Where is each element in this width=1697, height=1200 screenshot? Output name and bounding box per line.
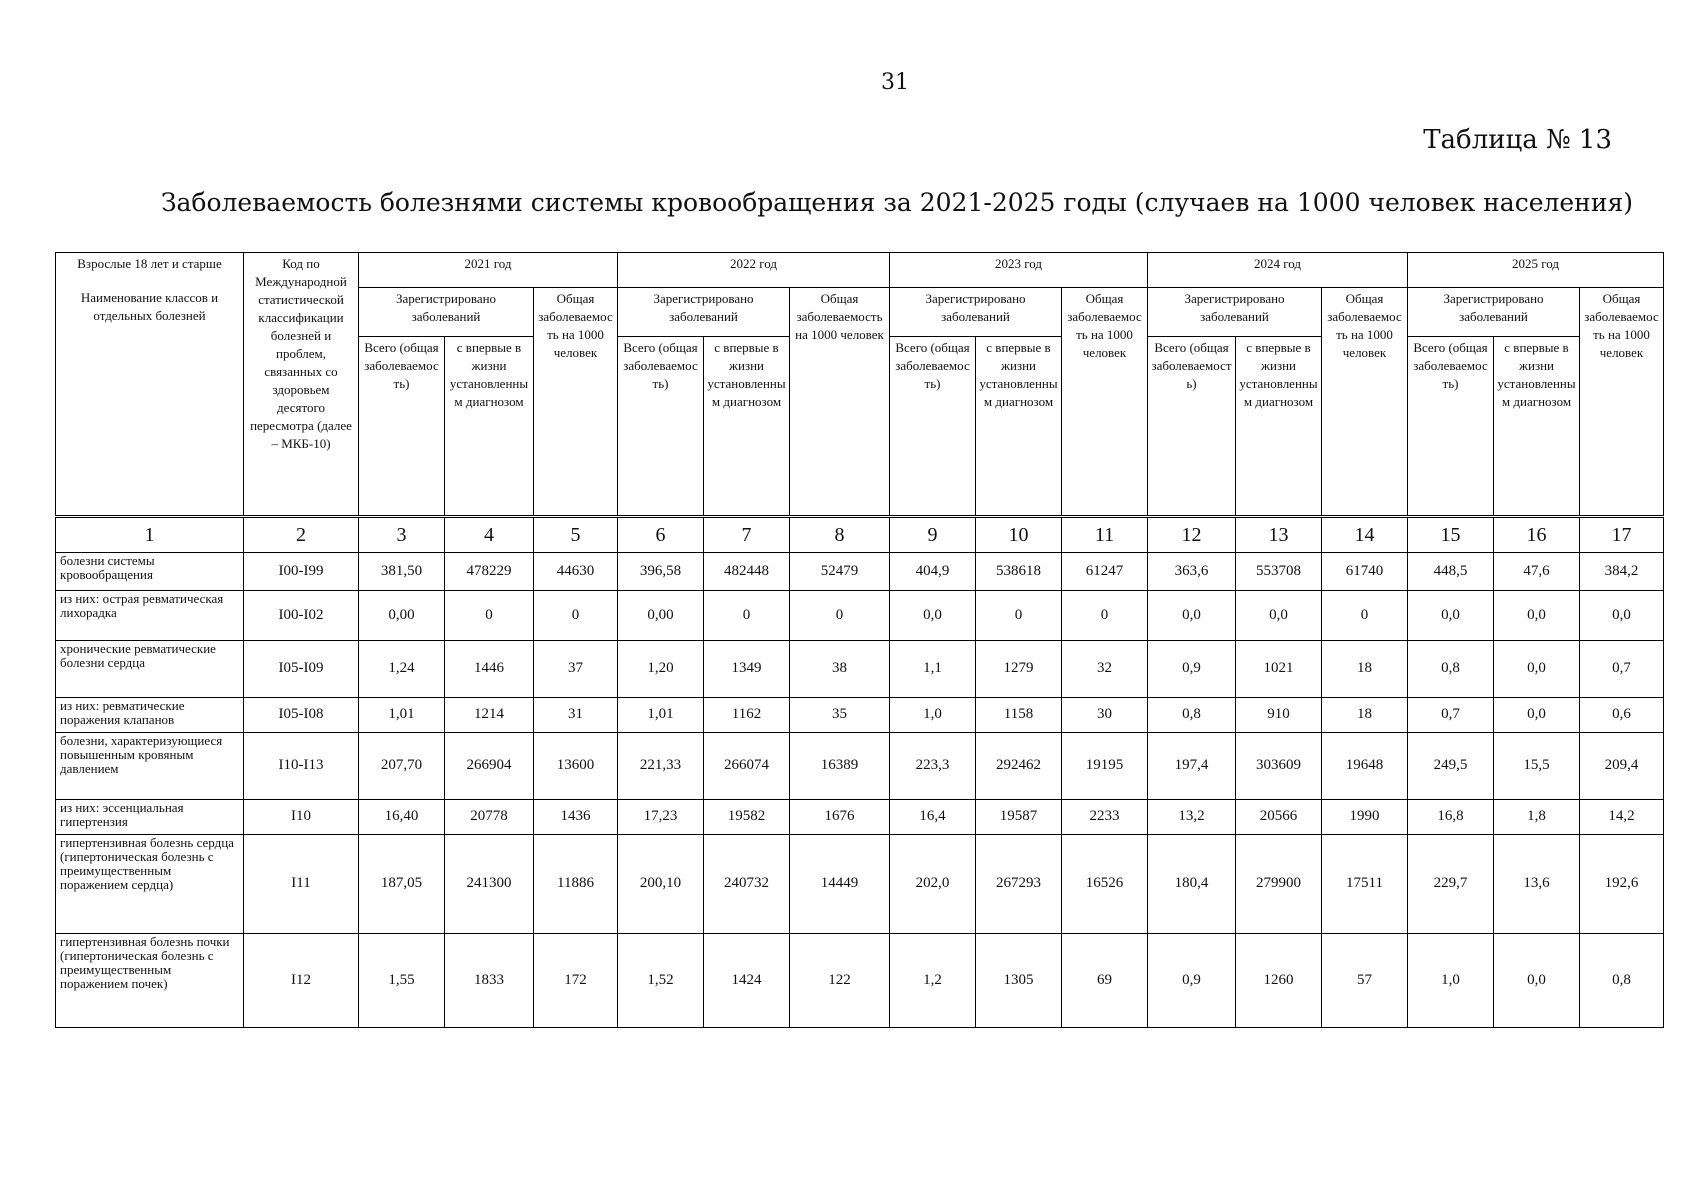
column-number: 8 xyxy=(790,516,890,552)
row-value: 44630 xyxy=(534,552,618,590)
column-number: 11 xyxy=(1062,516,1148,552)
row-icd-code: I05-I08 xyxy=(244,697,359,732)
row-value: 52479 xyxy=(790,552,890,590)
row-value: 0,7 xyxy=(1580,640,1664,697)
row-value: 1,1 xyxy=(890,640,976,697)
row-value: 292462 xyxy=(976,732,1062,799)
row-value: 0,0 xyxy=(1148,590,1236,640)
header-registered: Зарегистрировано заболеваний xyxy=(890,287,1062,336)
header-name-col: Наименование классов и отдельных болезней xyxy=(56,287,244,516)
row-value: 1,55 xyxy=(359,933,445,1027)
row-value: 19587 xyxy=(976,799,1062,834)
row-value: 47,6 xyxy=(1494,552,1580,590)
row-value: 240732 xyxy=(704,834,790,933)
row-value: 31 xyxy=(534,697,618,732)
row-value: 0 xyxy=(445,590,534,640)
row-value: 381,50 xyxy=(359,552,445,590)
row-value: 192,6 xyxy=(1580,834,1664,933)
row-value: 1,24 xyxy=(359,640,445,697)
row-value: 61740 xyxy=(1322,552,1408,590)
row-value: 122 xyxy=(790,933,890,1027)
row-value: 1349 xyxy=(704,640,790,697)
row-value: 1,52 xyxy=(618,933,704,1027)
row-disease-name: из них: ревматические поражения клапанов xyxy=(56,697,244,732)
row-value: 1436 xyxy=(534,799,618,834)
header-first-time: с впервые в жизни установленным диагнозом xyxy=(1236,336,1322,516)
row-value: 0,9 xyxy=(1148,640,1236,697)
row-value: 0 xyxy=(704,590,790,640)
row-value: 0,0 xyxy=(1580,590,1664,640)
row-disease-name: из них: острая ревматическая лихорадка xyxy=(56,590,244,640)
row-value: 241300 xyxy=(445,834,534,933)
row-value: 478229 xyxy=(445,552,534,590)
header-general: Общая заболеваемость на 1000 человек xyxy=(1580,287,1664,516)
row-value: 0 xyxy=(1322,590,1408,640)
row-value: 1,2 xyxy=(890,933,976,1027)
row-disease-name: хронические ревматические болезни сердца xyxy=(56,640,244,697)
header-total: Всего (общая заболеваемость) xyxy=(359,336,445,516)
column-number: 9 xyxy=(890,516,976,552)
table-row xyxy=(56,697,1664,732)
row-icd-code: I11 xyxy=(244,834,359,933)
row-value: 910 xyxy=(1236,697,1322,732)
row-value: 0,00 xyxy=(359,590,445,640)
row-value: 0,6 xyxy=(1580,697,1664,732)
row-value: 1,8 xyxy=(1494,799,1580,834)
row-value: 16,40 xyxy=(359,799,445,834)
header-first-time: с впервые в жизни установленным диагнозом xyxy=(976,336,1062,516)
row-value: 1,0 xyxy=(890,697,976,732)
row-value: 223,3 xyxy=(890,732,976,799)
row-value: 0,0 xyxy=(1408,590,1494,640)
header-code-col: Код по Международной статистической классификации болезней и проблем, связанных со здоровьем десятого пересмотра (далее – МКБ-10) xyxy=(244,253,359,517)
row-value: 1,20 xyxy=(618,640,704,697)
row-value: 1279 xyxy=(976,640,1062,697)
row-value: 11886 xyxy=(534,834,618,933)
row-value: 17,23 xyxy=(618,799,704,834)
row-icd-code: I10 xyxy=(244,799,359,834)
column-number: 15 xyxy=(1408,516,1494,552)
row-value: 1021 xyxy=(1236,640,1322,697)
column-number: 13 xyxy=(1236,516,1322,552)
row-value: 37 xyxy=(534,640,618,697)
header-total: Всего (общая заболеваемость) xyxy=(1148,336,1236,516)
table-row xyxy=(56,590,1664,640)
row-value: 2233 xyxy=(1062,799,1148,834)
row-value: 0,8 xyxy=(1580,933,1664,1027)
row-value: 384,2 xyxy=(1580,552,1664,590)
row-value: 15,5 xyxy=(1494,732,1580,799)
header-year: 2022 год xyxy=(618,253,890,288)
row-value: 0,8 xyxy=(1148,697,1236,732)
morbidity-table xyxy=(55,252,1664,1028)
header-first-time: с впервые в жизни установленным диагнозом xyxy=(445,336,534,516)
row-value: 16526 xyxy=(1062,834,1148,933)
table-row xyxy=(56,552,1664,590)
row-value: 197,4 xyxy=(1148,732,1236,799)
column-number: 6 xyxy=(618,516,704,552)
row-value: 35 xyxy=(790,697,890,732)
header-registered: Зарегистрировано заболеваний xyxy=(1148,287,1322,336)
row-value: 0,8 xyxy=(1408,640,1494,697)
row-value: 0,0 xyxy=(1494,590,1580,640)
column-number: 14 xyxy=(1322,516,1408,552)
row-value: 482448 xyxy=(704,552,790,590)
column-number: 1 xyxy=(56,516,244,552)
table-row xyxy=(56,799,1664,834)
row-icd-code: I00-I99 xyxy=(244,552,359,590)
column-number: 5 xyxy=(534,516,618,552)
row-value: 14,2 xyxy=(1580,799,1664,834)
row-disease-name: гипертензивная болезнь почки (гипертоническая болезнь с преимущественным поражением почек) xyxy=(56,933,244,1027)
row-value: 0,0 xyxy=(1236,590,1322,640)
row-icd-code: I05-I09 xyxy=(244,640,359,697)
row-value: 266904 xyxy=(445,732,534,799)
row-value: 1676 xyxy=(790,799,890,834)
row-value: 20778 xyxy=(445,799,534,834)
row-value: 1,0 xyxy=(1408,933,1494,1027)
row-value: 202,0 xyxy=(890,834,976,933)
table-row xyxy=(56,834,1664,933)
header-registered: Зарегистрировано заболеваний xyxy=(618,287,790,336)
row-value: 172 xyxy=(534,933,618,1027)
row-value: 13,2 xyxy=(1148,799,1236,834)
row-value: 229,7 xyxy=(1408,834,1494,933)
row-value: 221,33 xyxy=(618,732,704,799)
row-value: 57 xyxy=(1322,933,1408,1027)
row-value: 1990 xyxy=(1322,799,1408,834)
row-value: 187,05 xyxy=(359,834,445,933)
row-value: 0,0 xyxy=(890,590,976,640)
row-value: 0,0 xyxy=(1494,933,1580,1027)
header-first-time: с впервые в жизни установленным диагнозом xyxy=(704,336,790,516)
row-value: 38 xyxy=(790,640,890,697)
row-value: 19582 xyxy=(704,799,790,834)
column-number: 7 xyxy=(704,516,790,552)
header-year: 2024 год xyxy=(1148,253,1408,288)
header-registered: Зарегистрировано заболеваний xyxy=(359,287,534,336)
header-general: Общая заболеваемость на 1000 человек xyxy=(1322,287,1408,516)
row-value: 18 xyxy=(1322,697,1408,732)
row-value: 1833 xyxy=(445,933,534,1027)
row-value: 69 xyxy=(1062,933,1148,1027)
row-value: 16,8 xyxy=(1408,799,1494,834)
table-title: Заболеваемость болезнями системы кровообращения за 2021-2025 годы (случаев на 1000 человек населения) xyxy=(160,188,1634,217)
row-value: 13600 xyxy=(534,732,618,799)
row-value: 0,0 xyxy=(1494,697,1580,732)
header-adults: Взрослые 18 лет и старше xyxy=(56,253,244,288)
row-disease-name: из них: эссенциальная гипертензия xyxy=(56,799,244,834)
row-value: 1446 xyxy=(445,640,534,697)
row-disease-name: болезни, характеризующиеся повышенным кровяным давлением xyxy=(56,732,244,799)
header-total: Всего (общая заболеваемость) xyxy=(1408,336,1494,516)
row-value: 1158 xyxy=(976,697,1062,732)
row-value: 267293 xyxy=(976,834,1062,933)
row-value: 16389 xyxy=(790,732,890,799)
row-value: 1305 xyxy=(976,933,1062,1027)
row-value: 0 xyxy=(790,590,890,640)
row-icd-code: I12 xyxy=(244,933,359,1027)
row-value: 404,9 xyxy=(890,552,976,590)
row-value: 1,01 xyxy=(359,697,445,732)
row-value: 30 xyxy=(1062,697,1148,732)
row-value: 19195 xyxy=(1062,732,1148,799)
row-value: 19648 xyxy=(1322,732,1408,799)
row-icd-code: I10-I13 xyxy=(244,732,359,799)
row-value: 0,00 xyxy=(618,590,704,640)
page-number: 31 xyxy=(881,70,909,95)
row-value: 0,9 xyxy=(1148,933,1236,1027)
row-value: 61247 xyxy=(1062,552,1148,590)
row-value: 18 xyxy=(1322,640,1408,697)
table-row xyxy=(56,933,1664,1027)
row-value: 209,4 xyxy=(1580,732,1664,799)
table-row xyxy=(56,732,1664,799)
row-value: 180,4 xyxy=(1148,834,1236,933)
header-total: Всего (общая заболеваемость) xyxy=(890,336,976,516)
row-value: 32 xyxy=(1062,640,1148,697)
row-value: 14449 xyxy=(790,834,890,933)
row-value: 303609 xyxy=(1236,732,1322,799)
row-value: 396,58 xyxy=(618,552,704,590)
header-year: 2021 год xyxy=(359,253,618,288)
column-number: 2 xyxy=(244,516,359,552)
row-value: 13,6 xyxy=(1494,834,1580,933)
header-year: 2023 год xyxy=(890,253,1148,288)
row-value: 538618 xyxy=(976,552,1062,590)
row-value: 1214 xyxy=(445,697,534,732)
header-general: Общая заболеваемость на 1000 человек xyxy=(534,287,618,516)
row-value: 0,7 xyxy=(1408,697,1494,732)
header-total: Всего (общая заболеваемость) xyxy=(618,336,704,516)
row-value: 0 xyxy=(534,590,618,640)
row-value: 448,5 xyxy=(1408,552,1494,590)
row-icd-code: I00-I02 xyxy=(244,590,359,640)
table-label: Таблица № 13 xyxy=(1423,125,1612,155)
row-value: 20566 xyxy=(1236,799,1322,834)
header-first-time: с впервые в жизни установленным диагнозом xyxy=(1494,336,1580,516)
row-value: 1260 xyxy=(1236,933,1322,1027)
column-number: 12 xyxy=(1148,516,1236,552)
row-value: 279900 xyxy=(1236,834,1322,933)
row-value: 553708 xyxy=(1236,552,1322,590)
row-value: 0 xyxy=(1062,590,1148,640)
table-row xyxy=(56,640,1664,697)
column-number: 17 xyxy=(1580,516,1664,552)
row-value: 1162 xyxy=(704,697,790,732)
row-value: 16,4 xyxy=(890,799,976,834)
row-value: 0,0 xyxy=(1494,640,1580,697)
row-value: 200,10 xyxy=(618,834,704,933)
row-value: 0 xyxy=(976,590,1062,640)
column-number: 10 xyxy=(976,516,1062,552)
row-value: 17511 xyxy=(1322,834,1408,933)
row-value: 1,01 xyxy=(618,697,704,732)
header-general: Общая заболеваемость на 1000 человек xyxy=(1062,287,1148,516)
row-value: 249,5 xyxy=(1408,732,1494,799)
column-number: 3 xyxy=(359,516,445,552)
row-value: 1424 xyxy=(704,933,790,1027)
row-value: 363,6 xyxy=(1148,552,1236,590)
column-number: 16 xyxy=(1494,516,1580,552)
row-disease-name: гипертензивная болезнь сердца (гипертоническая болезнь с преимущественным поражением сердца) xyxy=(56,834,244,933)
header-registered: Зарегистрировано заболеваний xyxy=(1408,287,1580,336)
header-general: Общая заболеваемость на 1000 человек xyxy=(790,287,890,516)
header-year: 2025 год xyxy=(1408,253,1664,288)
row-disease-name: болезни системы кровообращения xyxy=(56,552,244,590)
row-value: 266074 xyxy=(704,732,790,799)
column-number: 4 xyxy=(445,516,534,552)
row-value: 207,70 xyxy=(359,732,445,799)
